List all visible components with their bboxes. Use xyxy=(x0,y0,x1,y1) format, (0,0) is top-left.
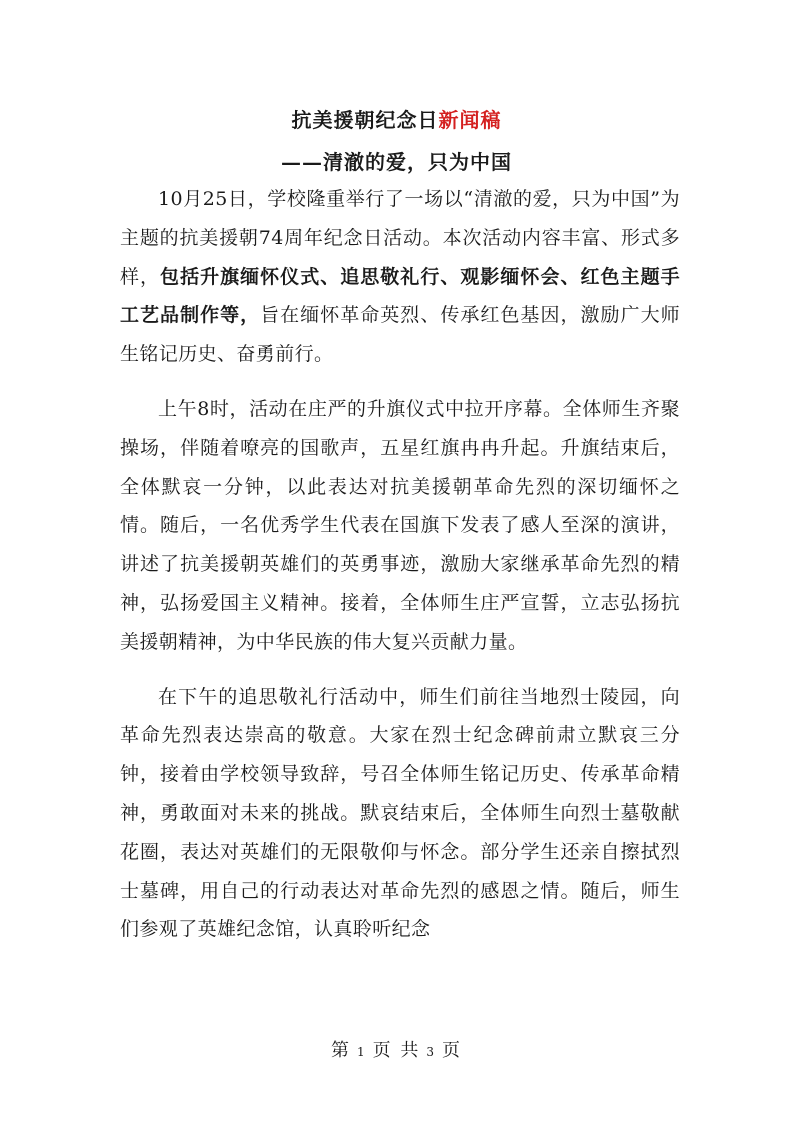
footer-total-pages: 3 xyxy=(426,1045,436,1059)
page-footer xyxy=(0,1036,793,1062)
footer-middle: 页 共 xyxy=(372,1040,421,1061)
paragraph-intro-before: 10月25日，学校隆重举行了一场以“清澈的爱，只为中国”为主题的抗美援朝74周年纪念日活动。本次活动内容丰富、形式多样， xyxy=(120,188,680,288)
document-body xyxy=(120,180,680,965)
title-main: 抗美援朝纪念日 xyxy=(291,108,439,132)
paragraph-intro-highlight: 包括升旗缅怀仪式、追思敬礼行、观影缅怀会、红色主题手工艺品制作等， xyxy=(120,265,680,327)
title-accent: 新闻稿 xyxy=(438,108,502,132)
paragraph-afternoon: 在下午的追思敬礼行活动中，师生们前往当地烈士陵园，向革命先烈表达崇高的敬意。大家在烈士纪念碑前肃立默哀三分钟，接着由学校领导致辞，号召全体师生铭记历史、传承革命精神，勇敢面对未来的挑战。默哀结束后，全体师生向烈士墓敬献花圈，表达对英雄们的无限敬仰与怀念。部分学生还亲自擦拭烈士墓碑，用自己的行动表达对革命先烈的感恩之情。随后，师生们参观了英雄纪念馆，认真聆听纪念 xyxy=(120,685,680,941)
paragraph-intro-after: 旨在缅怀革命英烈、传承红色基因，激励广大师生铭记历史、奋勇前行。 xyxy=(120,304,680,366)
footer-prefix: 第 xyxy=(330,1040,351,1061)
paragraph-morning: 上午8时，活动在庄严的升旗仪式中拉开序幕。全体师生齐聚操场，伴随着嘹亮的国歌声，五星红旗冉冉升起。升旗结束后，全体默哀一分钟，以此表达对抗美援朝革命先烈的深切缅怀之情。随后，一名优秀学生代表在国旗下发表了感人至深的演讲，讲述了抗美援朝英雄们的英勇事迹，激励大家继承革命先烈的精神，弘扬爱国主义精神。接着，全体师生庄严宣誓，立志弘扬抗美援朝精神，为中华民族的伟大复兴贡献力量。 xyxy=(120,397,680,653)
document-title xyxy=(0,104,793,133)
paragraph-intro xyxy=(120,180,680,374)
footer-suffix: 页 xyxy=(442,1040,462,1061)
document-subtitle: ——清澈的爱，只为中国 xyxy=(281,150,512,174)
footer-current-page: 1 xyxy=(356,1045,367,1059)
